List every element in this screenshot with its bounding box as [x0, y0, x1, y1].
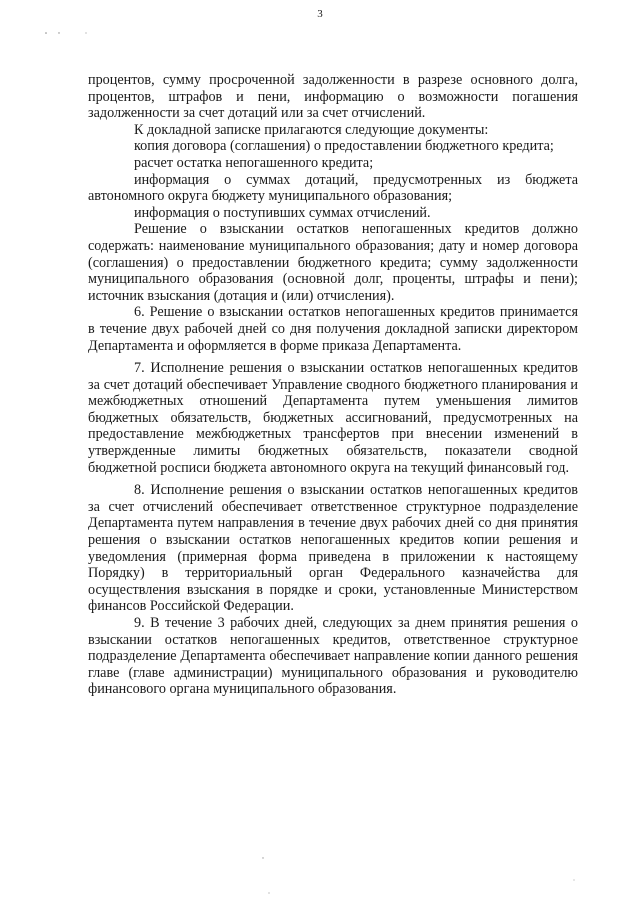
- list-item-balance-calculation: расчет остатка непогашенного кредита;: [134, 154, 374, 171]
- list-item-contract-copy: копия договора (соглашения) о предоставлении бюджетного кредита;: [134, 138, 554, 155]
- paragraph-section-7: 7. Исполнение решения о взыскании остатков непогашенных кредитов за счет дотаций обеспечивает Управление сводного бюджетного планирования и межбюджетных отношений Департамента путем уменьшения лимитов бюджетных обязательств, бюджетных ассигнований, предусмотренных на предоставление межбюджетных трансфертов при внесении изменений в утвержденные лимиты бюджетных обязательств, показатели сводной бюджетной росписи бюджета автономного округа на текущий финансовый год.: [88, 360, 578, 476]
- paragraph-decision-content: Решение о взыскании остатков непогашенных кредитов должно содержать: наименование муниципального образования; дату и номер договора (соглашения) о предоставлении бюджетного кредита; сумму задолженности муниципального образования (основной долг, проценты, штрафы и пени); источник взыскания (дотация и (или) отчисления).: [88, 221, 578, 304]
- paragraph-continuation: процентов, сумму просроченной задолженности в разрезе основного долга, процентов, штрафов и пени, информацию о возможности погашения задолженности за счет дотаций или за счет отчислений.: [88, 72, 578, 122]
- list-item-subsidy-info: информация о суммах дотаций, предусмотренных из бюджета автономного округа бюджету муниципального образования;: [88, 171, 578, 205]
- paragraph-section-9: 9. В течение 3 рабочих дней, следующих за днем принятия решения о взыскании остатков непогашенных кредитов, ответственное структурное подразделение Департамента обеспечивает направление копии данного решения главе (главе администрации) муниципального образования и руководителю финансового органа муниципального образования.: [88, 615, 578, 698]
- paragraph-section-6: 6. Решение о взыскании остатков непогашенных кредитов принимается в течение двух рабочей дней со дня получения докладной записки директором Департамента и оформляется в форме приказа Департамента.: [88, 304, 578, 354]
- paragraph-attachments-intro: К докладной записке прилагаются следующие документы:: [134, 121, 489, 138]
- page-number: 3: [317, 8, 323, 20]
- paragraph-section-8: 8. Исполнение решения о взыскании остатков непогашенных кредитов за счет отчислений обеспечивает ответственное структурное подразделение Департамента путем направления в течение двух рабочих дней со дня принятия решения о взыскании остатков непогашенных кредитов копии решения и уведомления (примерная форма приведена в приложении к настоящему Порядку) в территориальный орган Федерального казначейства для осуществления взыскания в порядке и сроки, установленные Министерством финансов Российской Федерации.: [88, 482, 578, 615]
- list-item-deductions-info: информация о поступивших суммах отчислений.: [134, 204, 431, 221]
- document-body: [88, 72, 578, 698]
